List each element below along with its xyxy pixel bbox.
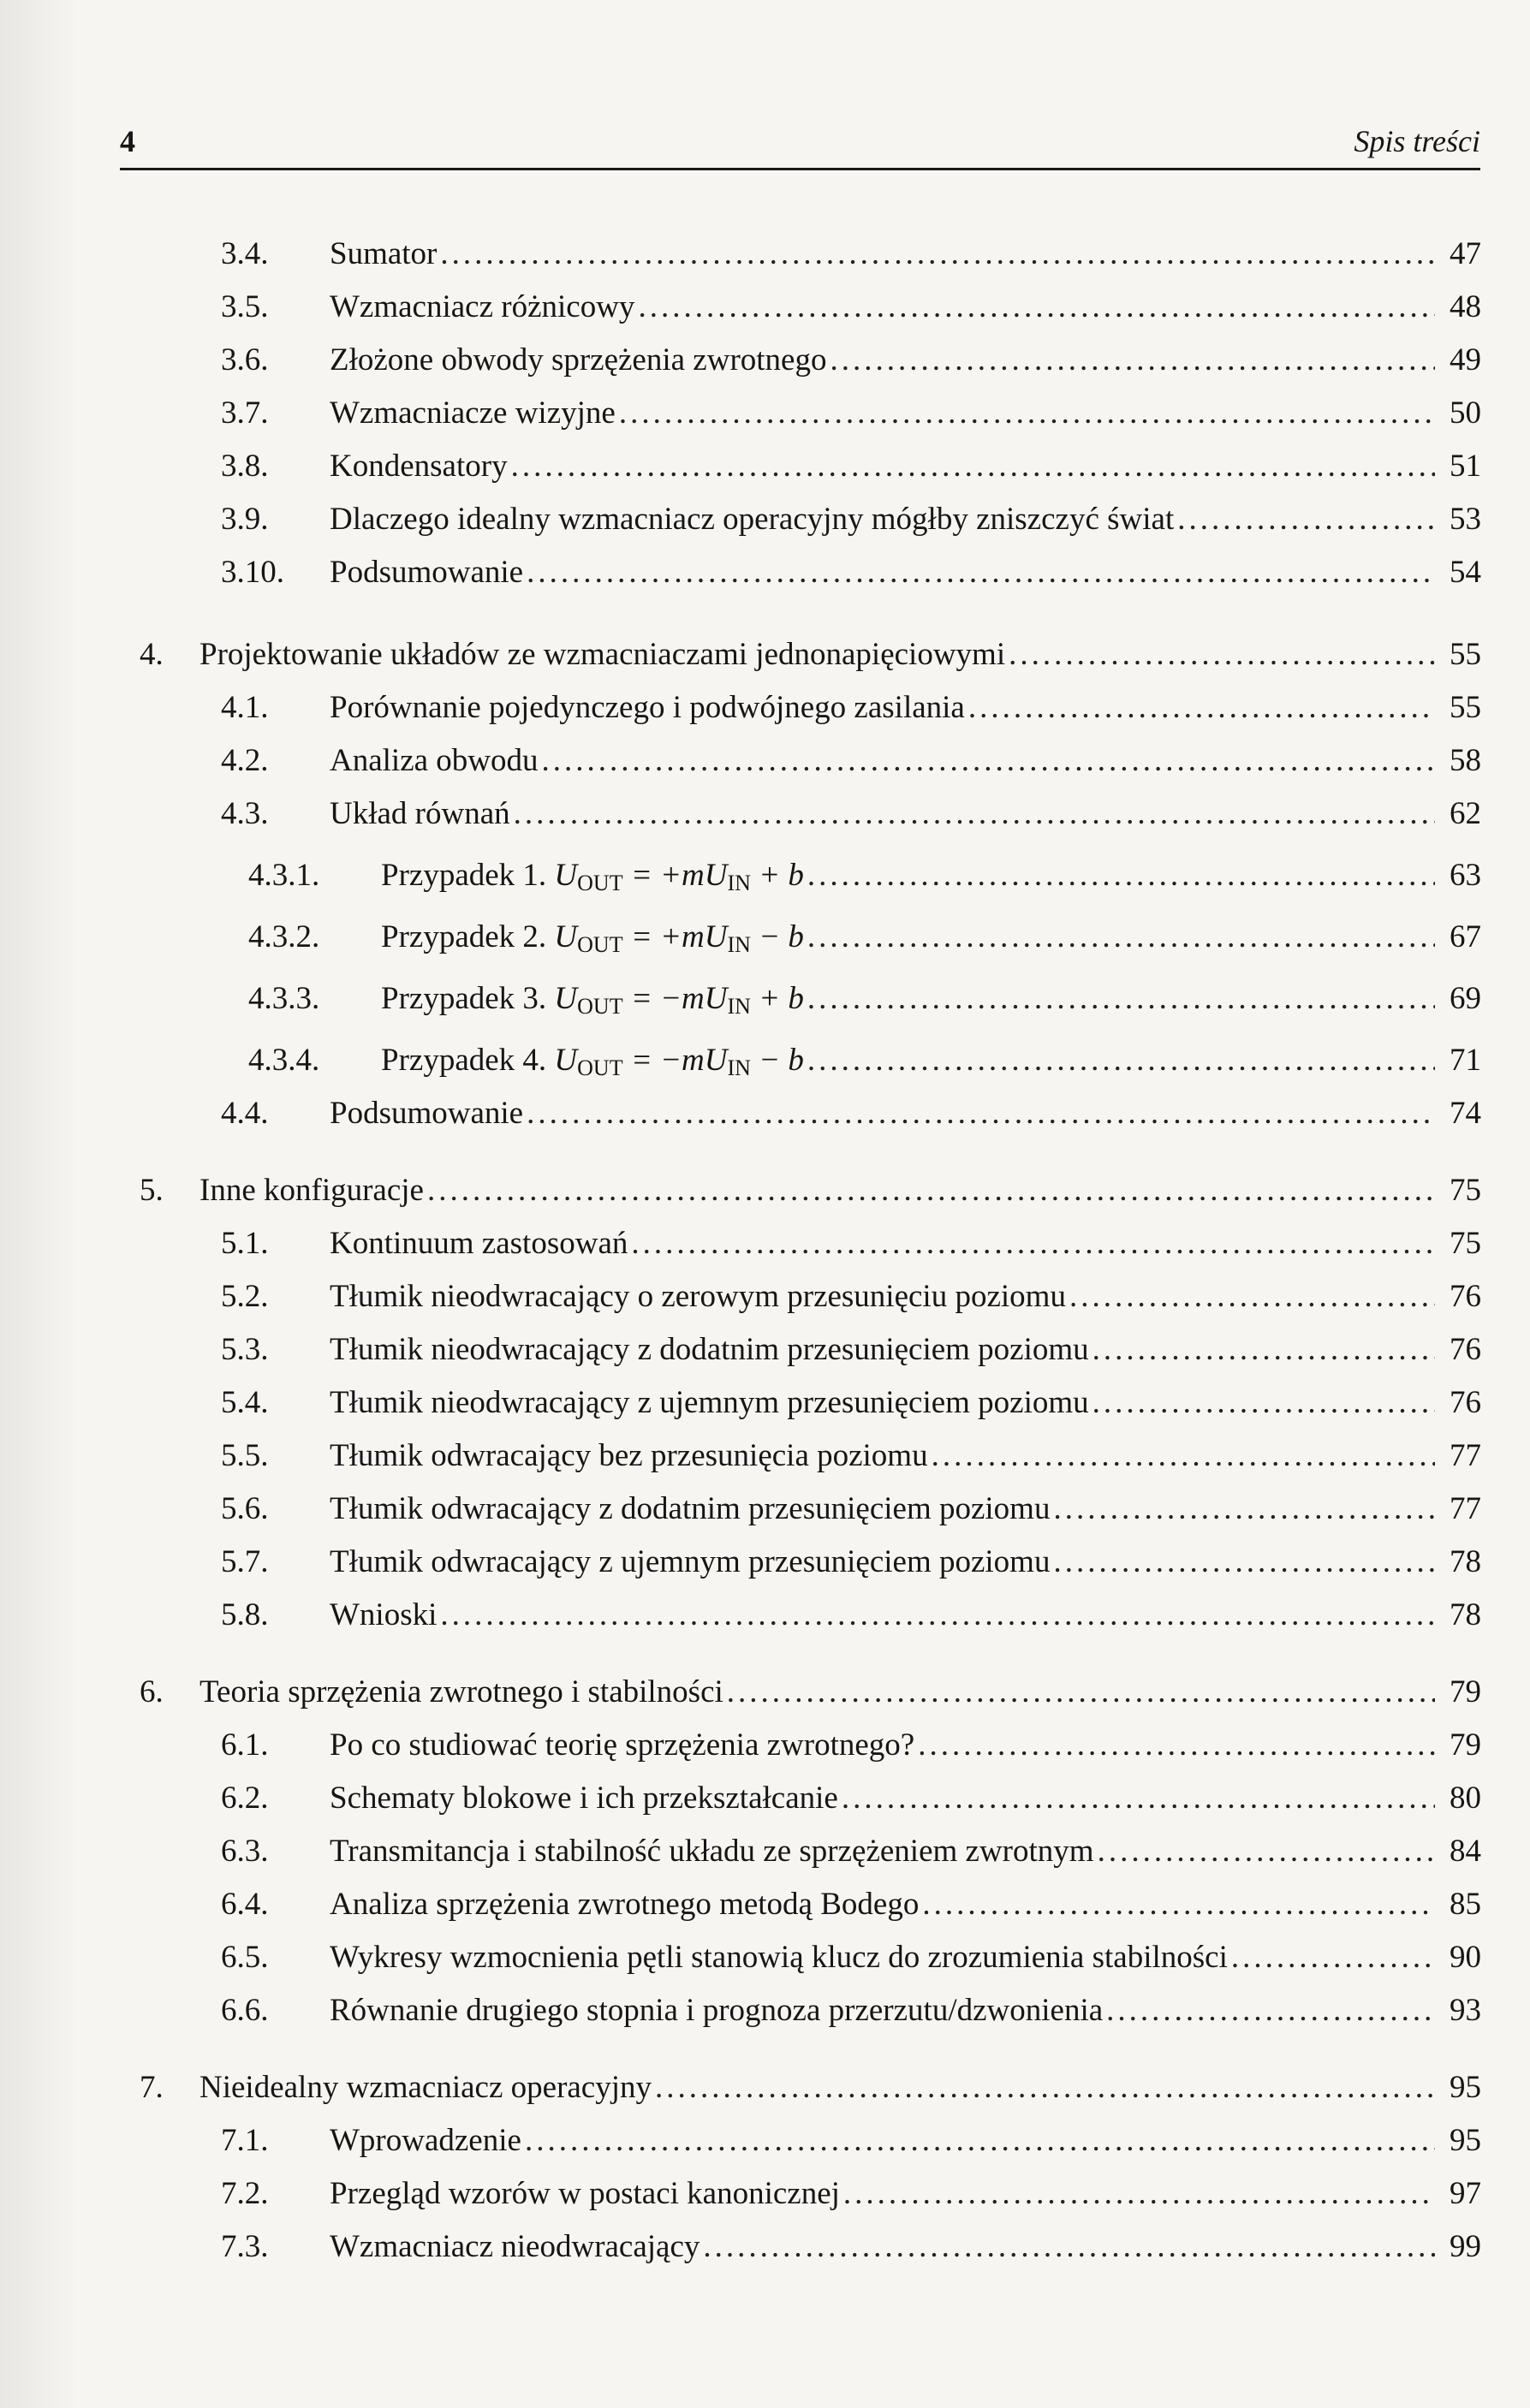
- running-title: Spis treści: [1354, 124, 1480, 158]
- toc-entry: 5.8. Wnioski ..... 78: [221, 1594, 1481, 1638]
- toc-entry: 4.4. Podsumowanie ..... 74: [221, 1092, 1481, 1137]
- toc-entry: 6.2. Schematy blokowe i ich przekształcanie ..... 80: [221, 1777, 1481, 1822]
- toc-entry: 7.2. Przegląd wzorów w postaci kanonicznej ..... 97: [221, 2173, 1481, 2217]
- toc-entry: 3.5. Wzmacniacz różnicowy ..... 48: [221, 286, 1481, 330]
- toc-entry: 6.4. Analiza sprzężenia zwrotnego metodą Bodego ..... 85: [221, 1883, 1481, 1928]
- toc-entry: 3.6. Złożone obwody sprzężenia zwrotnego ..... 49: [221, 339, 1481, 383]
- toc-entry: 6.5. Wykresy wzmocnienia pętli stanowią klucz do zrozumienia stabilności ..... 90: [221, 1936, 1481, 1981]
- toc-entry: 7.1. Wprowadzenie ..... 95: [221, 2120, 1481, 2164]
- toc-chapter: 6. Teoria sprzężenia zwrotnego i stabilności ..... 79: [140, 1671, 1481, 1715]
- toc-entry: 3.8. Kondensatory ..... 51: [221, 445, 1481, 490]
- page-number: 4: [120, 124, 135, 158]
- toc-entry: 5.5. Tłumik odwracający bez przesunięcia poziomu ..... 77: [221, 1435, 1481, 1479]
- toc-entry: 5.6. Tłumik odwracający z dodatnim przesunięciem poziomu ..... 77: [221, 1488, 1481, 1532]
- toc-entry: 6.1. Po co studiować teorię sprzężenia zwrotnego? ..... 79: [221, 1724, 1481, 1769]
- toc-subentry: 4.3.3. Przypadek 3. $U_{OUT} = -mU_{IN} + b$ ..... 69: [248, 978, 1481, 1022]
- page-shadow: [0, 0, 77, 2408]
- toc-chapter: 4. Projektowanie układów ze wzmacniaczami jednonapięciowymi ..... 55: [140, 633, 1481, 678]
- toc-entry: 6.6. Równanie drugiego stopnia i prognoza przerzutu/dzwonienia ..... 93: [221, 1989, 1481, 2034]
- toc-entry: 5.3. Tłumik nieodwracający z dodatnim przesunięciem poziomu ..... 76: [221, 1329, 1481, 1373]
- page-header: [120, 120, 1480, 170]
- toc-chapter: 7. Nieidealny wzmacniacz operacyjny ..... 95: [140, 2066, 1481, 2111]
- toc-entry: 4.1. Porównanie pojedynczego i podwójnego zasilania ..... 55: [221, 687, 1481, 731]
- toc-chapter: 5. Inne konfiguracje ..... 75: [140, 1169, 1481, 1214]
- toc-entry: 3.7. Wzmacniacze wizyjne ..... 50: [221, 392, 1481, 437]
- toc-entry: 4.3. Układ równań ..... 62: [221, 793, 1481, 837]
- toc-entry: 5.7. Tłumik odwracający z ujemnym przesunięciem poziomu ..... 78: [221, 1541, 1481, 1585]
- toc-entry: 3.9. Dlaczego idealny wzmacniacz operacyjny mógłby zniszczyć świat ..... 53: [221, 498, 1481, 543]
- toc-entry: 3.4. Sumator ..... 47: [221, 233, 1481, 277]
- toc-entry: 5.1. Kontinuum zastosowań ..... 75: [221, 1222, 1481, 1267]
- toc-entry: 4.2. Analiza obwodu ..... 58: [221, 740, 1481, 784]
- toc-subentry: 4.3.1. Przypadek 1. $U_{OUT} = +mU_{IN} + b$ ..... 63: [248, 854, 1481, 899]
- toc-subentry: 4.3.2. Przypadek 2. $U_{OUT} = +mU_{IN} - b$ ..... 67: [248, 916, 1481, 960]
- toc-entry: 6.3. Transmitancja i stabilność układu ze sprzężeniem zwrotnym ..... 84: [221, 1830, 1481, 1875]
- toc-entry: 5.4. Tłumik nieodwracający z ujemnym przesunięciem poziomu ..... 76: [221, 1382, 1481, 1426]
- toc-entry: 7.3. Wzmacniacz nieodwracający ..... 99: [221, 2226, 1481, 2270]
- toc-entry: 3.10. Podsumowanie ..... 54: [221, 551, 1481, 596]
- toc-entry: 5.2. Tłumik nieodwracający o zerowym przesunięciu poziomu ..... 76: [221, 1275, 1481, 1320]
- toc-subentry: 4.3.4. Przypadek 4. $U_{OUT} = -mU_{IN} - b$ ..... 71: [248, 1039, 1481, 1084]
